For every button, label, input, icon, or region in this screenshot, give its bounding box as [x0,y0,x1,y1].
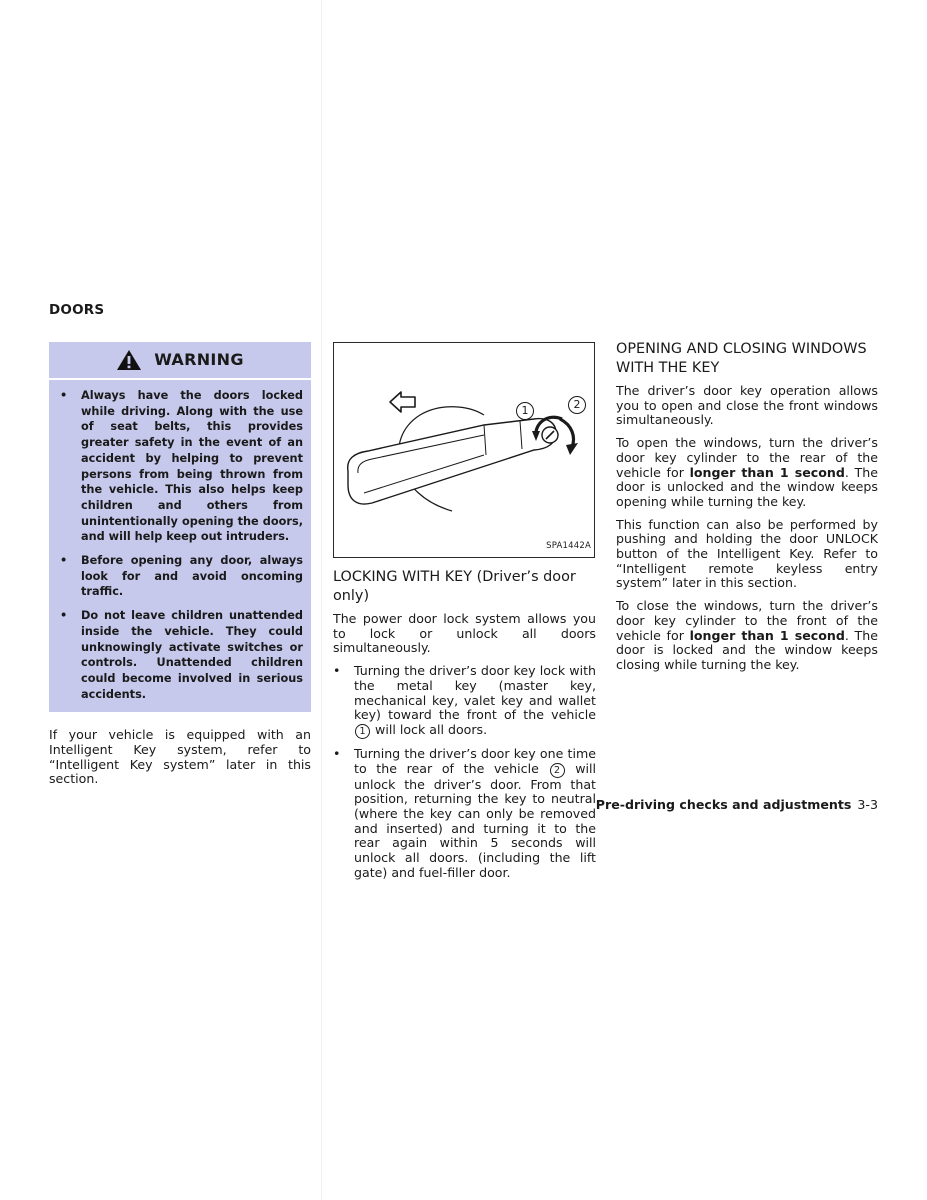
column-left [49,342,311,795]
list-item-text: Turning the driver’s door key one time to the rear of the vehicle 2 will unlock the driver’s door. From that position, returning the key to neutral (where the key can only be removed and inserted) and turning it to the rear again within 5 seconds will unlock all doors. (including the lift gate) and fuel-filler door. [354,745,596,880]
intelligent-key-note: If your vehicle is equipped with an Intelligent Key system, refer to “Intelligent Key system” later in this section. [49,727,311,787]
rotation-arrow-icon [530,411,580,459]
bullet-icon: • [60,609,68,623]
warning-item [59,608,303,702]
windows-paragraph-2: To open the windows, turn the driver’s door key cylinder to the rear of the vehicle for longer than 1 second. The door is unlocked and the window keeps opening while turning the key. [616,435,878,509]
column-middle [333,342,596,889]
warning-item [59,388,303,545]
arrow-left-icon [388,389,418,415]
section-title: DOORS [49,302,105,318]
bullet-icon: • [333,745,341,761]
list-item-text: Turning the driver’s door key lock with the metal key (master key, mechanical key, valet key and wallet key) toward the front of the vehicle 1 will lock all doors. [354,663,596,737]
warning-item-text: Do not leave children unattended inside the vehicle. They could unknowingly activate switches or controls. Unattended children could become involved in serious accidents. [81,609,303,701]
windows-paragraph-4: To close the windows, turn the driver’s door key cylinder to the front of the vehicle for longer than 1 second. The door is locked and the window keeps closing while turning the key. [616,598,878,672]
warning-item-text: Before opening any door, always look for and avoid oncoming traffic. [81,554,303,599]
warning-box [49,342,311,712]
windows-paragraph-1: The driver’s door key operation allows you to open and close the front windows simultaneously. [616,383,878,428]
page-number: 3-3 [857,797,878,812]
callout-2: 2 [568,396,586,414]
locking-paragraph: The power door lock system allows you to lock or unlock all doors simultaneously. [333,611,596,656]
list-item [333,747,596,881]
figure-caption: SPA1442A [546,541,591,552]
locking-bullets [333,664,596,880]
callout-1: 1 [516,402,534,420]
bullet-icon: • [60,554,68,568]
column-right [616,340,878,681]
list-item [333,664,596,739]
warning-item [59,553,303,600]
page-footer [596,797,878,812]
door-handle-figure [333,342,595,558]
callout-1-inline: 1 [355,724,370,739]
warning-triangle-icon [116,349,142,371]
locking-heading: LOCKING WITH KEY (Driver’s door only) [333,569,576,604]
warning-list [49,380,311,712]
warning-item-text: Always have the doors locked while driving. Along with the use of seat belts, this provides greater safety in the event of an accident by helping to prevent persons from being thrown from the vehicle. This also helps keep children and others from unintentionally opening the doors, and will help keep out intruders. [81,389,303,544]
callout-2-inline: 2 [550,763,565,778]
warning-title: WARNING [154,349,244,369]
windows-paragraph-3: This function can also be performed by pushing and holding the door UNLOCK button of the Intelligent Key. Refer to “Intelligent remote keyless entry system” later in this section. [616,516,878,591]
bullet-icon: • [333,663,341,679]
bullet-icon: • [60,389,68,402]
warning-header [49,342,311,380]
footer-section-title: Pre-driving checks and adjustments [595,797,852,812]
center-fold-rule [321,0,322,1200]
windows-heading: OPENING AND CLOSING WINDOWS WITH THE KEY [616,341,867,376]
